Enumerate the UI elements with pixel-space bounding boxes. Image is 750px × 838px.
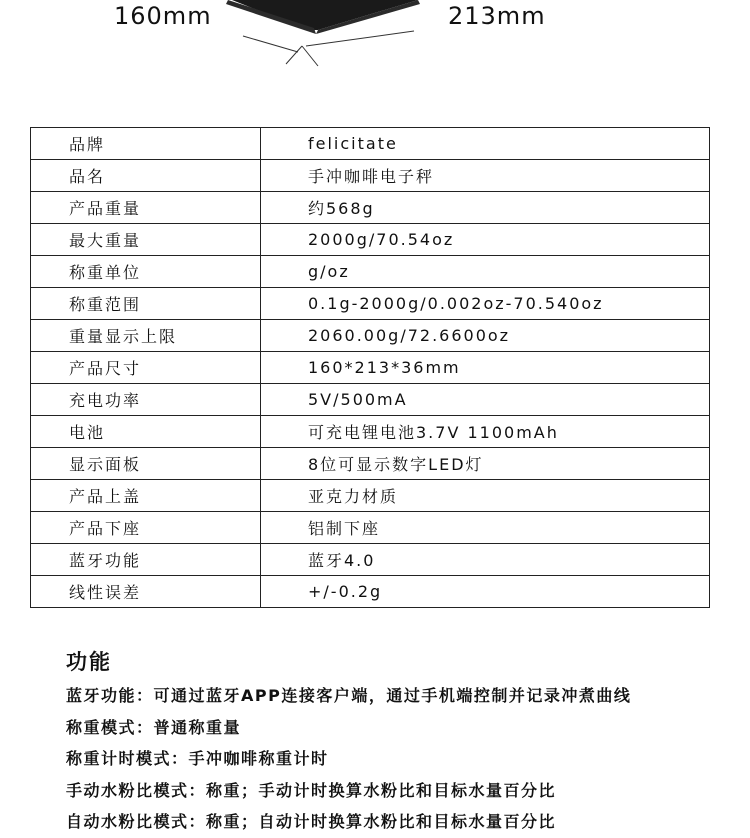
feature-line-manual-ratio: 手动水粉比模式：称重；手动计时换算水粉比和目标水量百分比 [66, 780, 557, 800]
spec-value: 5V/500mA [261, 384, 710, 416]
spec-key: 线性误差 [31, 576, 261, 608]
spec-value: 2060.00g/72.6600oz [261, 320, 710, 352]
features-title: 功能 [66, 650, 112, 674]
table-row [31, 160, 710, 192]
spec-key: 品牌 [31, 128, 261, 160]
spec-value: 160*213*36mm [261, 352, 710, 384]
spec-key: 最大重量 [31, 224, 261, 256]
spec-value: g/oz [261, 256, 710, 288]
scale-bottom-edge-drawing [0, 0, 750, 80]
spec-key: 蓝牙功能 [31, 544, 261, 576]
spec-key: 电池 [31, 416, 261, 448]
table-row [31, 288, 710, 320]
width-dimension-line [243, 36, 298, 52]
spec-value: 可充电锂电池3.7V 1100mAh [261, 416, 710, 448]
spec-table [30, 127, 710, 608]
feature-line-weighing-timer: 称重计时模式：手冲咖啡称重计时 [66, 749, 329, 768]
product-dimension-graphic [0, 0, 750, 80]
table-row [31, 192, 710, 224]
spec-key: 显示面板 [31, 448, 261, 480]
feature-line-bluetooth: 蓝牙功能：可通过蓝牙APP连接客户端，通过手机端控制并记录冲煮曲线 [66, 686, 632, 705]
table-row [31, 384, 710, 416]
depth-dimension-label: 213mm [448, 2, 546, 30]
spec-key: 称重范围 [31, 288, 261, 320]
table-row [31, 416, 710, 448]
table-row [31, 512, 710, 544]
spec-value: 2000g/70.54oz [261, 224, 710, 256]
spec-key: 产品上盖 [31, 480, 261, 512]
spec-key: 产品尺寸 [31, 352, 261, 384]
feature-line-weighing: 称重模式：普通称重量 [66, 717, 242, 737]
spec-key: 称重单位 [31, 256, 261, 288]
table-row [31, 480, 710, 512]
spec-value: 0.1g-2000g/0.002oz-70.540oz [261, 288, 710, 320]
spec-value: 亚克力材质 [261, 480, 710, 512]
table-row [31, 128, 710, 160]
depth-dimension-line [306, 31, 414, 46]
feature-line-auto-ratio: 自动水粉比模式：称重；自动计时换算水粉比和目标水量百分比 [66, 812, 557, 831]
spec-value: 约568g [261, 192, 710, 224]
table-row [31, 224, 710, 256]
table-row [31, 448, 710, 480]
spec-key: 产品重量 [31, 192, 261, 224]
spec-value: 蓝牙4.0 [261, 544, 710, 576]
spec-key: 产品下座 [31, 512, 261, 544]
spec-value: 手冲咖啡电子秤 [261, 160, 710, 192]
table-row [31, 352, 710, 384]
spec-value: 8位可显示数字LED灯 [261, 448, 710, 480]
spec-key: 重量显示上限 [31, 320, 261, 352]
spec-value: felicitate [261, 128, 710, 160]
spec-value: +/-0.2g [261, 576, 710, 608]
table-row [31, 576, 710, 608]
features-section [66, 648, 736, 838]
spec-value: 铝制下座 [261, 512, 710, 544]
spec-key: 充电功率 [31, 384, 261, 416]
table-row [31, 256, 710, 288]
corner-tick-right [302, 46, 318, 66]
table-row [31, 320, 710, 352]
spec-key: 品名 [31, 160, 261, 192]
width-dimension-label: 160mm [114, 2, 212, 30]
table-row [31, 544, 710, 576]
